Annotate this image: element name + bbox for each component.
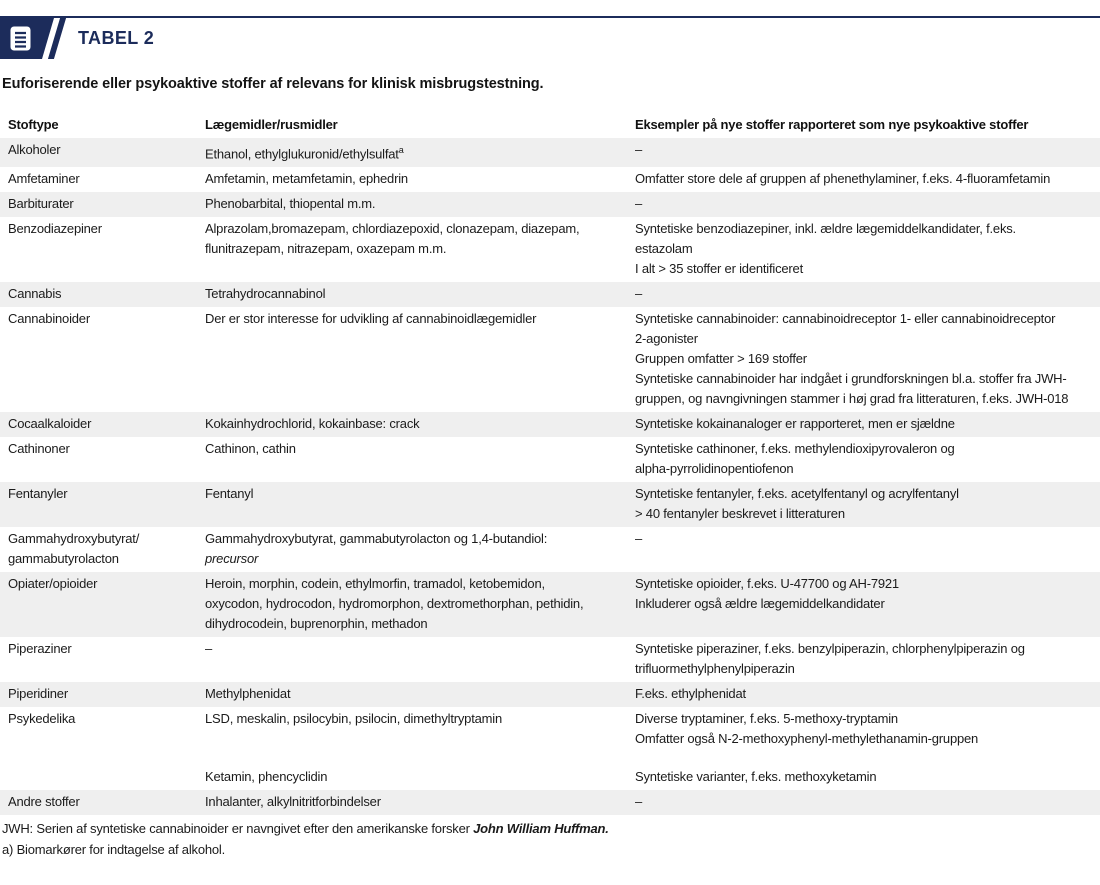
text-segment: Omfatter også N-2-methoxyphenyl-methylethanamin-gruppen [635, 731, 979, 747]
cell-gammahydroxybutyrat-laegemidler [205, 527, 635, 572]
cell-andre-stoffer-eksempler-line [635, 792, 1088, 812]
cell-psykedelika-ketamin-eksempler-line [635, 767, 1088, 787]
cell-cannabinoider-stoftype [8, 307, 205, 412]
column-header-laegemidler: Lægemidler/rusmidler [205, 117, 338, 132]
cell-piperaziner-stoftype [8, 637, 205, 682]
cell-benzodiazepiner-laegemidler-line [205, 239, 623, 259]
cell-cannabis-eksempler [635, 282, 1100, 307]
table-row-psykedelika-ketamin [0, 765, 1100, 790]
cell-benzodiazepiner-laegemidler [205, 217, 635, 282]
cell-piperidiner-stoftype-line [8, 684, 193, 704]
cell-psykedelika-ketamin-laegemidler-line [205, 767, 623, 787]
text-segment: flunitrazepam, nitrazepam, oxazepam m.m. [205, 241, 447, 257]
cell-psykedelika-eksempler-line [635, 709, 1088, 729]
cell-psykedelika-ketamin-laegemidler [205, 765, 635, 790]
text-segment: Syntetiske piperaziner, f.eks. benzylpiperazin, chlorphenylpiperazin og [635, 641, 1025, 657]
text-segment: Gammahydroxybutyrat/ [8, 531, 140, 547]
text-segment: Phenobarbital, thiopental m.m. [205, 196, 376, 212]
cell-barbiturater-eksempler-line [635, 194, 1088, 214]
text-segment: F.eks. ethylphenidat [635, 686, 746, 702]
table-figure [0, 16, 1100, 885]
cell-cannabinoider-eksempler-line [635, 349, 1088, 369]
text-segment: Barbiturater [8, 196, 74, 212]
table-row-amfetaminer [0, 167, 1100, 192]
table-header-row [0, 113, 1100, 138]
cell-barbiturater-stoftype [8, 192, 205, 217]
cell-cathinoner-eksempler-line [635, 459, 1088, 479]
cell-fentanyler-stoftype [8, 482, 205, 527]
cell-alkoholer-stoftype [8, 138, 205, 167]
cell-psykedelika-stoftype-line [8, 709, 193, 729]
text-segment: Inhalanter, alkylnitritforbindelser [205, 794, 381, 810]
text-segment: estazolam [635, 241, 693, 257]
cell-benzodiazepiner-eksempler [635, 217, 1100, 282]
cell-cannabinoider-laegemidler-line [205, 309, 623, 329]
cell-piperidiner-laegemidler-line [205, 684, 623, 704]
text-segment: Diverse tryptaminer, f.eks. 5-methoxy-tryptamin [635, 711, 898, 727]
cell-benzodiazepiner-stoftype-line [8, 219, 193, 239]
text-segment: Cathinoner [8, 441, 70, 457]
text-segment: Cannabis [8, 286, 62, 302]
text-segment: Syntetiske cathinoner, f.eks. methylendioxipyrovaleron og [635, 441, 955, 457]
cell-amfetaminer-laegemidler-line [205, 169, 623, 189]
text-segment: Psykedelika [8, 711, 76, 727]
text-segment: Fentanyler [8, 486, 68, 502]
cell-gammahydroxybutyrat-eksempler-line [635, 529, 1088, 549]
cell-opiater-opioider-laegemidler-line [205, 614, 623, 634]
cell-cocaalkaloider-laegemidler-line [205, 414, 623, 434]
cell-opiater-opioider-stoftype [8, 572, 205, 637]
cell-cocaalkaloider-eksempler [635, 412, 1100, 437]
table-row-piperidiner [0, 682, 1100, 707]
text-segment: precursor [205, 551, 259, 567]
text-segment: Benzodiazepiner [8, 221, 102, 237]
cell-opiater-opioider-laegemidler-line [205, 594, 623, 614]
text-segment: Ethanol, ethylglukuronid/ethylsulfat [205, 146, 399, 162]
figure-subtitle: Euforiserende eller psykoaktive stoffer af relevans for klinisk misbrugstestning. [2, 76, 544, 92]
cell-cathinoner-stoftype [8, 437, 205, 482]
cell-barbiturater-laegemidler-line [205, 194, 623, 214]
table-row-gammahydroxybutyrat [0, 527, 1100, 572]
cell-cocaalkaloider-eksempler-line [635, 414, 1088, 434]
text-segment: Alprazolam,bromazepam, chlordiazepoxid, clonazepam, diazepam, [205, 221, 580, 237]
text-segment: > 40 fentanyler beskrevet i litteraturen [635, 506, 845, 522]
cell-alkoholer-stoftype-line [8, 140, 193, 160]
cell-cannabinoider-laegemidler [205, 307, 635, 412]
table-row-psykedelika [0, 707, 1100, 765]
text-segment: Syntetiske cannabinoider: cannabinoidreceptor 1- eller cannabinoidreceptor [635, 311, 1056, 327]
text-segment: Syntetiske cannabinoider har indgået i grundforskningen bl.a. stoffer fra JWH- [635, 371, 1067, 387]
text-segment: LSD, meskalin, psilocybin, psilocin, dimethyltryptamin [205, 711, 502, 727]
text-segment: John William Huffman. [473, 821, 609, 837]
table-row-barbiturater [0, 192, 1100, 217]
cell-cannabis-stoftype [8, 282, 205, 307]
cell-cocaalkaloider-stoftype [8, 412, 205, 437]
text-segment: Inkluderer også ældre lægemiddelkandidater [635, 596, 885, 612]
cell-andre-stoffer-stoftype-line [8, 792, 193, 812]
text-segment: Opiater/opioider [8, 576, 98, 592]
table-row-cocaalkaloider [0, 412, 1100, 437]
cell-psykedelika-ketamin-stoftype-line [8, 767, 193, 787]
footnotes [2, 818, 1100, 860]
text-segment: Syntetiske fentanyler, f.eks. acetylfentanyl og acrylfentanyl [635, 486, 959, 502]
footnote-jwh-note [2, 818, 1100, 839]
cell-opiater-opioider-eksempler-line [635, 574, 1088, 594]
cell-gammahydroxybutyrat-laegemidler-line [205, 529, 623, 549]
cell-cannabis-laegemidler-line [205, 284, 623, 304]
cell-cannabinoider-stoftype-line [8, 309, 193, 329]
text-segment: Kokainhydrochlorid, kokainbase: crack [205, 416, 420, 432]
text-segment: Omfatter store dele af gruppen af phenethylaminer, f.eks. 4-fluoramfetamin [635, 171, 1051, 187]
table-row-alkoholer [0, 138, 1100, 167]
text-segment: Andre stoffer [8, 794, 80, 810]
cell-psykedelika-ketamin-stoftype [8, 765, 205, 790]
cell-gammahydroxybutyrat-laegemidler-line [205, 549, 623, 569]
cell-cannabis-laegemidler [205, 282, 635, 307]
cell-fentanyler-eksempler-line [635, 504, 1088, 524]
cell-alkoholer-laegemidler-line [205, 140, 623, 164]
table-row-andre-stoffer [0, 790, 1100, 815]
cell-opiater-opioider-eksempler [635, 572, 1100, 637]
cell-piperidiner-eksempler-line [635, 684, 1088, 704]
cell-piperaziner-eksempler [635, 637, 1100, 682]
text-segment: 2-agonister [635, 331, 698, 347]
cell-piperaziner-stoftype-line [8, 639, 193, 659]
cell-piperaziner-laegemidler-line [205, 639, 623, 659]
cell-piperidiner-eksempler [635, 682, 1100, 707]
table-row-benzodiazepiner [0, 217, 1100, 282]
text-segment: Der er stor interesse for udvikling af cannabinoidlægemidler [205, 311, 537, 327]
cell-andre-stoffer-laegemidler-line [205, 792, 623, 812]
column-header-stoftype: Stoftype [8, 117, 59, 132]
text-segment: – [635, 286, 643, 302]
cell-psykedelika-eksempler [635, 707, 1100, 765]
text-segment: Cannabinoider [8, 311, 90, 327]
table-row-opiater-opioider [0, 572, 1100, 637]
cell-cannabinoider-eksempler-line [635, 309, 1088, 329]
table-row-fentanyler [0, 482, 1100, 527]
text-segment: gruppen, og navngivningen stammer i høj grad fra litteraturen, f.eks. JWH-018 [635, 391, 1069, 407]
cell-cocaalkaloider-stoftype-line [8, 414, 193, 434]
table-row-cathinoner [0, 437, 1100, 482]
cell-amfetaminer-eksempler-line [635, 169, 1088, 189]
table-badge [0, 18, 54, 59]
text-segment: – [635, 531, 643, 547]
figure-header [0, 18, 1100, 59]
text-segment: Syntetiske kokainanaloger er rapporteret, men er sjældne [635, 416, 955, 432]
figure-title: TABEL 2 [78, 28, 155, 48]
table-row-cannabinoider [0, 307, 1100, 412]
table-row-cannabis [0, 282, 1100, 307]
text-segment: – [635, 142, 643, 157]
text-segment: I alt > 35 stoffer er identificeret [635, 261, 803, 277]
text-segment: oxycodon, hydrocodon, hydromorphon, dextromethorphan, pethidin, [205, 596, 584, 612]
table-body [0, 138, 1100, 815]
cell-cannabinoider-eksempler [635, 307, 1100, 412]
text-segment: Methylphenidat [205, 686, 291, 702]
cell-barbiturater-stoftype-line [8, 194, 193, 214]
text-segment: alpha-pyrrolidinopentiofenon [635, 461, 794, 477]
text-segment: Fentanyl [205, 486, 254, 502]
cell-fentanyler-eksempler [635, 482, 1100, 527]
table-row-piperaziner [0, 637, 1100, 682]
cell-benzodiazepiner-stoftype [8, 217, 205, 282]
cell-benzodiazepiner-eksempler-line [635, 259, 1088, 279]
cell-cannabis-eksempler-line [635, 284, 1088, 304]
document-icon [9, 25, 32, 52]
cell-psykedelika-ketamin-eksempler [635, 765, 1100, 790]
cell-fentanyler-laegemidler-line [205, 484, 623, 504]
text-segment: – [635, 794, 643, 810]
cell-opiater-opioider-stoftype-line [8, 574, 193, 594]
text-segment: a) Biomarkører for indtagelse af alkohol. [2, 842, 226, 858]
cell-psykedelika-eksempler-line [635, 729, 1088, 749]
text-segment: Amfetaminer [8, 171, 80, 187]
cell-gammahydroxybutyrat-stoftype-line [8, 549, 193, 569]
cell-piperaziner-eksempler-line [635, 639, 1088, 659]
cell-cannabinoider-eksempler-line [635, 389, 1088, 409]
cell-cannabinoider-eksempler-line [635, 369, 1088, 389]
text-segment: Cocaalkaloider [8, 416, 92, 432]
text-segment: Ketamin, phencyclidin [205, 769, 328, 785]
cell-cocaalkaloider-laegemidler [205, 412, 635, 437]
cell-gammahydroxybutyrat-eksempler [635, 527, 1100, 572]
text-segment: Piperaziner [8, 641, 72, 657]
cell-benzodiazepiner-eksempler-line [635, 219, 1088, 239]
cell-piperaziner-laegemidler [205, 637, 635, 682]
column-header-eksempler: Eksempler på nye stoffer rapporteret som nye psykoaktive stoffer [635, 117, 1029, 132]
cell-piperidiner-laegemidler [205, 682, 635, 707]
cell-andre-stoffer-stoftype [8, 790, 205, 815]
cell-amfetaminer-stoftype-line [8, 169, 193, 189]
cell-andre-stoffer-eksempler [635, 790, 1100, 815]
cell-cathinoner-stoftype-line [8, 439, 193, 459]
cell-psykedelika-laegemidler [205, 707, 635, 765]
cell-fentanyler-laegemidler [205, 482, 635, 527]
cell-cannabis-stoftype-line [8, 284, 193, 304]
cell-alkoholer-laegemidler [205, 138, 635, 167]
cell-gammahydroxybutyrat-stoftype [8, 527, 205, 572]
text-segment: Tetrahydrocannabinol [205, 286, 326, 302]
cell-andre-stoffer-laegemidler [205, 790, 635, 815]
cell-opiater-opioider-laegemidler-line [205, 574, 623, 594]
text-segment: Syntetiske opioider, f.eks. U-47700 og AH-7921 [635, 576, 899, 592]
cell-gammahydroxybutyrat-stoftype-line [8, 529, 193, 549]
text-segment: Syntetiske benzodiazepiner, inkl. ældre lægemiddelkandidater, f.eks. [635, 221, 1016, 237]
cell-opiater-opioider-laegemidler [205, 572, 635, 637]
text-segment: Syntetiske varianter, f.eks. methoxyketamin [635, 769, 877, 785]
text-segment: Gruppen omfatter > 169 stoffer [635, 351, 807, 367]
text-segment: Alkoholer [8, 142, 61, 157]
cell-benzodiazepiner-eksempler-line [635, 239, 1088, 259]
cell-cathinoner-laegemidler [205, 437, 635, 482]
cell-cathinoner-laegemidler-line [205, 439, 623, 459]
text-segment: JWH: Serien af syntetiske cannabinoider er navngivet efter den amerikanske forsker [2, 821, 474, 837]
cell-piperaziner-eksempler-line [635, 659, 1088, 679]
cell-amfetaminer-laegemidler [205, 167, 635, 192]
footnote-a-note [2, 839, 1100, 860]
cell-benzodiazepiner-laegemidler-line [205, 219, 623, 239]
cell-fentanyler-eksempler-line [635, 484, 1088, 504]
cell-alkoholer-eksempler [635, 138, 1100, 167]
text-segment: trifluormethylphenylpiperazin [635, 661, 795, 677]
cell-barbiturater-laegemidler [205, 192, 635, 217]
cell-cannabinoider-eksempler-line [635, 329, 1088, 349]
cell-amfetaminer-eksempler [635, 167, 1100, 192]
text-segment: Heroin, morphin, codein, ethylmorfin, tramadol, ketobemidon, [205, 576, 545, 592]
text-segment: Gammahydroxybutyrat, gammabutyrolacton og 1,4-butandiol: [205, 531, 548, 547]
cell-opiater-opioider-eksempler-line [635, 594, 1088, 614]
cell-cathinoner-eksempler-line [635, 439, 1088, 459]
text-segment: – [205, 641, 213, 657]
substances-table [0, 113, 1100, 815]
text-segment: gammabutyrolacton [8, 551, 119, 567]
cell-fentanyler-stoftype-line [8, 484, 193, 504]
cell-psykedelika-stoftype [8, 707, 205, 765]
cell-piperidiner-stoftype [8, 682, 205, 707]
text-segment: Cathinon, cathin [205, 441, 296, 457]
cell-alkoholer-eksempler-line [635, 140, 1088, 160]
cell-cathinoner-eksempler [635, 437, 1100, 482]
cell-barbiturater-eksempler [635, 192, 1100, 217]
superscript-marker: a [398, 145, 404, 155]
text-segment: Piperidiner [8, 686, 68, 702]
cell-amfetaminer-stoftype [8, 167, 205, 192]
text-segment: – [635, 196, 643, 212]
cell-psykedelika-laegemidler-line [205, 709, 623, 729]
text-segment: dihydrocodein, buprenorphin, methadon [205, 616, 428, 632]
text-segment: Amfetamin, metamfetamin, ephedrin [205, 171, 408, 187]
